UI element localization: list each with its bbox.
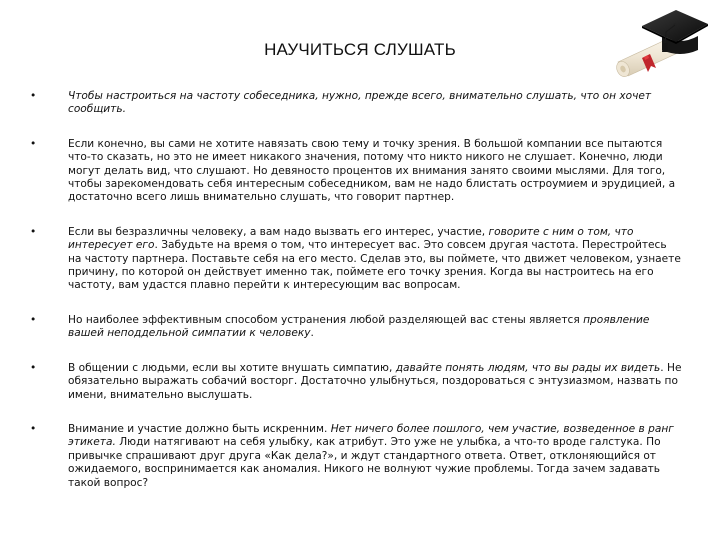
bullet-6-text: Внимание и участие должно быть искренним. (68, 422, 331, 435)
bullet-1-text: Чтобы настроиться на частоту собеседника, нужно, прежде всего, внимательно слушать, что он хочет сообщить. (68, 90, 652, 116)
bullet-item (30, 90, 682, 117)
bullet-6-text-end: Люди натягивают на себя улыбку, как атрибут. Это уже не улыбка, а что-то вроде галстука. По привычке спрашивают друг друга «Как дела?», и ждут стандартного ответа. Ответ, отклоняющийся от ожидаемого, воспринимается как аномалия. Никого не волнуют чужие проблемы. Тогда зачем задавать такой вопрос? (68, 436, 661, 489)
bullet-item (30, 423, 682, 490)
bullet-marker: • (30, 361, 37, 374)
bullet-marker: • (30, 90, 37, 102)
bullet-list (30, 90, 682, 490)
bullet-5-text: В общении с людьми, если вы хотите внушать симпатию, (68, 361, 396, 374)
bullet-item (30, 314, 682, 341)
bullet-3-text-end: . Забудьте на время о том, что интересует вас. Это совсем другая частота. Перестройтесь на частоту партнера. Поставьте себя на его место. Сделав это, вы поймете, что движет человеком, узнаете причину, по которой он действует именно так, поймете его точку зрения. Когда вы настроитесь на его частоту, вам удастся плавно перейти к интересующим вас вопросам. (68, 239, 681, 292)
slide-title: НАУЧИТЬСЯ СЛУШАТЬ (264, 40, 456, 59)
bullet-3-text: Если вы безразличны человеку, а вам надо вызвать его интерес, участие, (68, 225, 489, 238)
bullet-3-emphasis: говорите с ним о том, что интересует его (68, 225, 634, 252)
bullet-4-emphasis: проявление вашей неподдельной симпатии к человеку (68, 313, 650, 340)
graduation-cap-diploma-icon (608, 6, 710, 86)
bullet-5-text-end: . Не обязательно выражать собачий восторг. Достаточно улыбнуться, поздороваться с энтузиазмом, назвать по имени, внимательно выслушать. (68, 361, 682, 401)
bullet-marker: • (30, 225, 37, 238)
bullet-item (30, 362, 682, 402)
bullet-marker: • (30, 422, 37, 435)
bullet-6-emphasis: Нет ничего более пошлого, чем участие, возведенное в ранг этикета. (68, 422, 674, 449)
bullet-4-text: Но наиболее эффективным способом устранения любой разделяющей вас стены является (68, 313, 584, 326)
bullet-5-emphasis: давайте понять людям, что вы рады их видеть (395, 361, 661, 374)
bullet-2-text: Если конечно, вы сами не хотите навязать свою тему и точку зрения. В большой компании все пытаются что-то сказать, но это не имеет никакого значения, потому что никто никого не слушает. Конечно, люди могут делать вид, что слушают. Но девяносто процентов их внимания занято своими мыслями. Для того, чтобы зарекомендовать себя интересным собеседником, вам не надо блистать остроумием и эрудицией, а достаточно всего лишь внимательно слушать, что говорит партнер. (68, 137, 676, 204)
bullet-marker: • (30, 313, 37, 326)
bullet-item (30, 138, 682, 205)
bullet-marker: • (30, 137, 37, 150)
bullet-item (30, 226, 682, 293)
bullet-4-text-end: . (310, 327, 314, 340)
